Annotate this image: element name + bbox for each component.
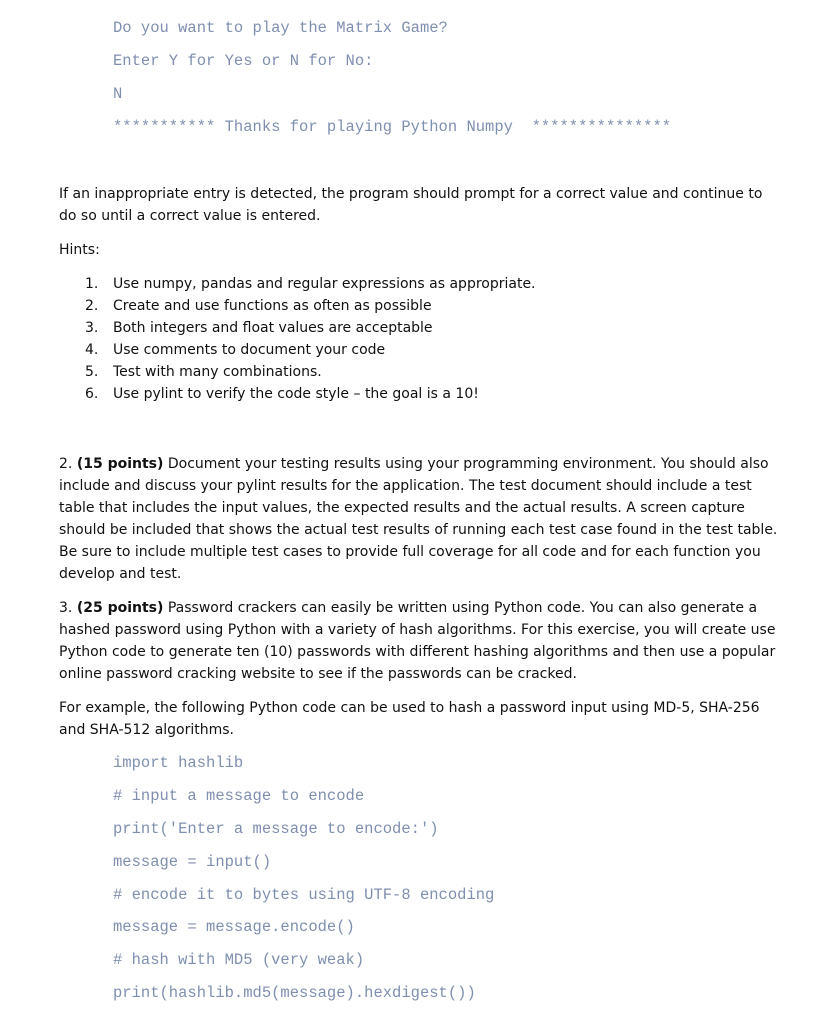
code-line-input: message = input() (113, 853, 272, 871)
list-number: 6. (85, 386, 99, 402)
section-text: Document your testing results using your programming environment. You should also include and discuss your pylint results for the application. The test document should include a test table that includes the input values, the expected results and the actual results. A screen capture should be included that shows the actual test results of running each test case found in the test table. Be sure to include multiple test cases to provide full coverage for all code and for each function you develop and test. (59, 456, 778, 582)
code-line-print-md5: print(hashlib.md5(message).hexdigest()) (113, 984, 476, 1002)
list-item (85, 361, 322, 383)
code-line-comment-encode: # encode it to bytes using UTF-8 encoding (113, 886, 495, 904)
list-number: 1. (85, 276, 99, 292)
code-line-enter: Enter Y for Yes or N for No: (113, 52, 374, 70)
entry-paragraph: If an inappropriate entry is detected, the program should prompt for a correct value and continue to do so until a correct value is entered. (59, 186, 763, 224)
list-text: Use comments to document your code (113, 342, 386, 358)
list-item (85, 339, 385, 361)
section-number: 2. (59, 456, 73, 472)
section-points: (15 points) (76, 456, 164, 472)
code-line-answer: N (113, 85, 123, 103)
list-number: 5. (85, 364, 99, 380)
section-2-paragraph (59, 453, 779, 585)
list-number: 3. (85, 320, 99, 336)
section-points: (25 points) (76, 600, 164, 616)
list-item (85, 383, 479, 405)
code-line-comment-input: # input a message to encode (113, 787, 365, 805)
list-text: Both integers and float values are acceptable (113, 320, 433, 336)
code-line-prompt: Do you want to play the Matrix Game? (113, 19, 448, 37)
code-line-import: import hashlib (113, 754, 244, 772)
hints-title: Hints: (59, 242, 100, 258)
code-line-comment-md5: # hash with MD5 (very weak) (113, 951, 365, 969)
list-text: Use numpy, pandas and regular expressions as appropriate. (113, 276, 536, 292)
list-text: Use pylint to verify the code style – the goal is a 10! (113, 386, 479, 402)
list-item (85, 317, 433, 339)
list-item (85, 273, 536, 295)
code-line-encode: message = message.encode() (113, 918, 355, 936)
section-text: Password crackers can easily be written using Python code. You can also generate a hashed password using Python with a variety of hash algorithms. For this exercise, you will create use Python code to generate ten (10) passwords with different hashing algorithms and then use a popular online password cracking website to see if the passwords can be cracked. (59, 600, 776, 682)
section-number: 3. (59, 600, 73, 616)
list-item (85, 295, 432, 317)
code-line-thanks: *********** Thanks for playing Python Numpy *************** (113, 118, 672, 136)
code-line-print-prompt: print('Enter a message to encode:') (113, 820, 439, 838)
list-number: 4. (85, 342, 99, 358)
list-text: Test with many combinations. (113, 364, 322, 380)
section-3-paragraph (59, 597, 779, 685)
example-paragraph: For example, the following Python code can be used to hash a password input using MD-5, SHA-256 and SHA-512 algorithms. (59, 700, 760, 738)
list-number: 2. (85, 298, 99, 314)
list-text: Create and use functions as often as possible (113, 298, 432, 314)
